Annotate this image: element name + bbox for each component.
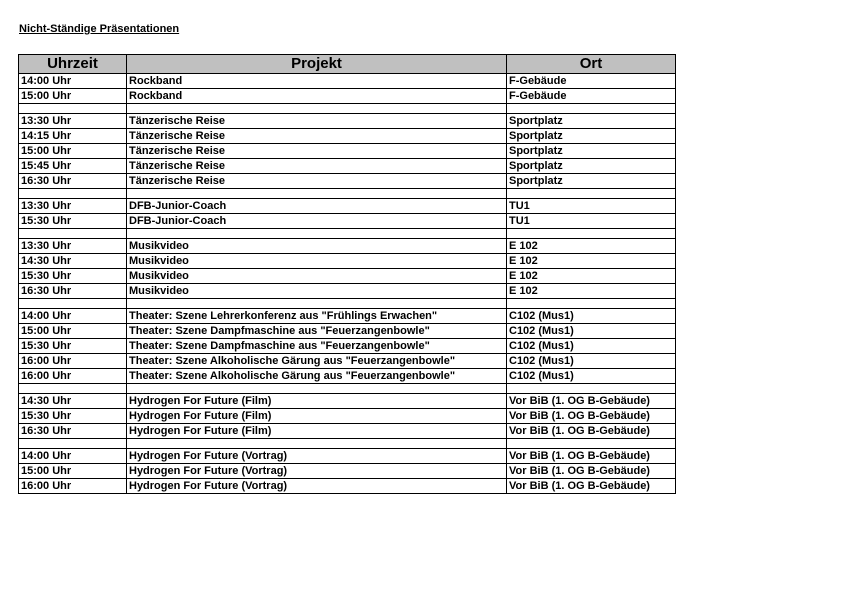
cell-project: Musikvideo	[127, 269, 507, 284]
table-row	[19, 144, 676, 159]
cell-location: F-Gebäude	[507, 74, 676, 89]
table-row	[19, 464, 676, 479]
cell-location: Vor BiB (1. OG B-Gebäude)	[507, 409, 676, 424]
spacer-row	[19, 384, 676, 394]
table-row	[19, 339, 676, 354]
cell-project: Musikvideo	[127, 239, 507, 254]
column-header-location: Ort	[507, 55, 676, 74]
empty-cell	[19, 439, 127, 449]
empty-cell	[507, 299, 676, 309]
table-row	[19, 174, 676, 189]
schedule-table	[18, 54, 676, 494]
empty-cell	[127, 229, 507, 239]
cell-project: Hydrogen For Future (Vortrag)	[127, 479, 507, 494]
cell-time: 14:15 Uhr	[19, 129, 127, 144]
cell-location: Vor BiB (1. OG B-Gebäude)	[507, 424, 676, 439]
cell-time: 15:00 Uhr	[19, 324, 127, 339]
cell-project: Hydrogen For Future (Vortrag)	[127, 464, 507, 479]
empty-cell	[507, 229, 676, 239]
cell-location: C102 (Mus1)	[507, 324, 676, 339]
cell-project: Hydrogen For Future (Film)	[127, 394, 507, 409]
cell-time: 16:30 Uhr	[19, 174, 127, 189]
cell-project: Tänzerische Reise	[127, 129, 507, 144]
cell-project: Tänzerische Reise	[127, 114, 507, 129]
cell-project: Hydrogen For Future (Film)	[127, 409, 507, 424]
cell-time: 14:00 Uhr	[19, 449, 127, 464]
cell-time: 13:30 Uhr	[19, 239, 127, 254]
cell-time: 15:00 Uhr	[19, 144, 127, 159]
cell-time: 13:30 Uhr	[19, 199, 127, 214]
table-row	[19, 129, 676, 144]
cell-time: 15:30 Uhr	[19, 269, 127, 284]
column-header-project: Projekt	[127, 55, 507, 74]
cell-location: Vor BiB (1. OG B-Gebäude)	[507, 394, 676, 409]
cell-location: Sportplatz	[507, 129, 676, 144]
cell-project: Musikvideo	[127, 254, 507, 269]
empty-cell	[19, 189, 127, 199]
cell-location: Sportplatz	[507, 159, 676, 174]
cell-time: 14:30 Uhr	[19, 394, 127, 409]
cell-time: 16:30 Uhr	[19, 284, 127, 299]
cell-project: Musikvideo	[127, 284, 507, 299]
empty-cell	[127, 189, 507, 199]
cell-location: C102 (Mus1)	[507, 309, 676, 324]
empty-cell	[19, 384, 127, 394]
cell-location: Sportplatz	[507, 114, 676, 129]
cell-time: 14:00 Uhr	[19, 74, 127, 89]
cell-location: TU1	[507, 214, 676, 229]
column-header-time: Uhrzeit	[19, 55, 127, 74]
cell-time: 16:00 Uhr	[19, 479, 127, 494]
cell-time: 16:00 Uhr	[19, 354, 127, 369]
table-row	[19, 254, 676, 269]
cell-location: E 102	[507, 269, 676, 284]
schedule-body	[19, 74, 676, 494]
table-row	[19, 394, 676, 409]
table-row	[19, 269, 676, 284]
cell-time: 16:00 Uhr	[19, 369, 127, 384]
table-row	[19, 284, 676, 299]
table-row	[19, 214, 676, 229]
empty-cell	[507, 189, 676, 199]
spacer-row	[19, 104, 676, 114]
cell-project: Hydrogen For Future (Film)	[127, 424, 507, 439]
table-row	[19, 424, 676, 439]
cell-time: 15:30 Uhr	[19, 339, 127, 354]
empty-cell	[127, 104, 507, 114]
table-row	[19, 449, 676, 464]
empty-cell	[507, 439, 676, 449]
table-row	[19, 354, 676, 369]
table-row	[19, 239, 676, 254]
table-row	[19, 89, 676, 104]
header-row	[19, 55, 676, 74]
empty-cell	[127, 384, 507, 394]
empty-cell	[127, 439, 507, 449]
spacer-row	[19, 229, 676, 239]
table-row	[19, 324, 676, 339]
cell-location: C102 (Mus1)	[507, 354, 676, 369]
table-row	[19, 159, 676, 174]
cell-project: Theater: Szene Alkoholische Gärung aus "Feuerzangenbowle"	[127, 369, 507, 384]
empty-cell	[19, 229, 127, 239]
cell-project: Theater: Szene Alkoholische Gärung aus "Feuerzangenbowle"	[127, 354, 507, 369]
cell-time: 15:00 Uhr	[19, 464, 127, 479]
table-row	[19, 369, 676, 384]
table-row	[19, 74, 676, 89]
cell-time: 15:30 Uhr	[19, 214, 127, 229]
cell-location: C102 (Mus1)	[507, 369, 676, 384]
spacer-row	[19, 189, 676, 199]
cell-location: Vor BiB (1. OG B-Gebäude)	[507, 464, 676, 479]
cell-project: Tänzerische Reise	[127, 174, 507, 189]
cell-project: Theater: Szene Dampfmaschine aus "Feuerzangenbowle"	[127, 324, 507, 339]
cell-location: E 102	[507, 239, 676, 254]
table-row	[19, 114, 676, 129]
cell-project: Tänzerische Reise	[127, 144, 507, 159]
cell-location: Sportplatz	[507, 174, 676, 189]
table-row	[19, 479, 676, 494]
cell-project: Rockband	[127, 89, 507, 104]
cell-time: 13:30 Uhr	[19, 114, 127, 129]
cell-location: E 102	[507, 254, 676, 269]
cell-location: E 102	[507, 284, 676, 299]
cell-time: 15:00 Uhr	[19, 89, 127, 104]
cell-project: Rockband	[127, 74, 507, 89]
cell-project: Hydrogen For Future (Vortrag)	[127, 449, 507, 464]
cell-time: 15:45 Uhr	[19, 159, 127, 174]
cell-project: Theater: Szene Dampfmaschine aus "Feuerzangenbowle"	[127, 339, 507, 354]
table-row	[19, 409, 676, 424]
cell-location: Sportplatz	[507, 144, 676, 159]
empty-cell	[507, 384, 676, 394]
spacer-row	[19, 439, 676, 449]
empty-cell	[19, 299, 127, 309]
cell-time: 14:00 Uhr	[19, 309, 127, 324]
cell-project: DFB-Junior-Coach	[127, 199, 507, 214]
cell-location: F-Gebäude	[507, 89, 676, 104]
cell-project: Theater: Szene Lehrerkonferenz aus "Frühlings Erwachen"	[127, 309, 507, 324]
empty-cell	[507, 104, 676, 114]
page-title: Nicht-Ständige Präsentationen	[19, 23, 180, 35]
cell-location: Vor BiB (1. OG B-Gebäude)	[507, 479, 676, 494]
cell-location: TU1	[507, 199, 676, 214]
cell-time: 15:30 Uhr	[19, 409, 127, 424]
cell-location: Vor BiB (1. OG B-Gebäude)	[507, 449, 676, 464]
empty-cell	[127, 299, 507, 309]
table-row	[19, 199, 676, 214]
cell-project: DFB-Junior-Coach	[127, 214, 507, 229]
cell-location: C102 (Mus1)	[507, 339, 676, 354]
cell-time: 14:30 Uhr	[19, 254, 127, 269]
cell-project: Tänzerische Reise	[127, 159, 507, 174]
table-row	[19, 309, 676, 324]
spacer-row	[19, 299, 676, 309]
empty-cell	[19, 104, 127, 114]
cell-time: 16:30 Uhr	[19, 424, 127, 439]
